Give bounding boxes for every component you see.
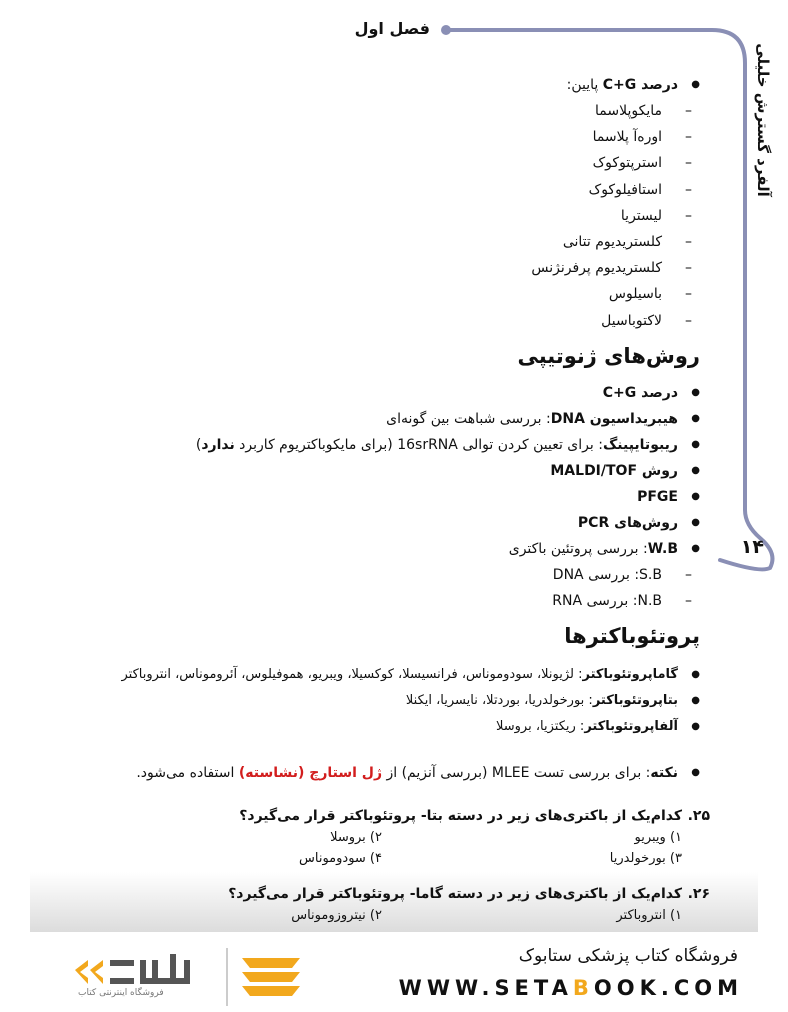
list-item: – کلستریدیوم تتانی xyxy=(531,229,700,255)
list-item: ● W.B: بررسی پروتئین باکتری xyxy=(196,536,700,562)
section-low-gc xyxy=(531,72,700,334)
list-item: – لاکتوباسیل xyxy=(531,308,700,334)
list-item: – استافیلوکوک xyxy=(531,177,700,203)
setabook-logo xyxy=(70,948,320,1008)
list-item: ● هیبریداسیون DNA: بررسی شباهت بین گونه‌ای xyxy=(196,406,700,432)
option: ۲) بروسلا xyxy=(330,830,382,845)
low-gc-organism-list xyxy=(531,98,700,334)
logo-caption: فروشگاه اینترنتی کتاب xyxy=(78,988,164,998)
page-number: ۱۴ xyxy=(740,536,764,558)
section-proteobacteria xyxy=(121,662,700,740)
list-item: ● بتاپروتئوباکتر: بورخولدریا، بوردتلا، نایسریا، ایکنلا xyxy=(121,688,700,714)
list-item: – کلستریدیوم پرفرنژنس xyxy=(531,255,700,281)
list-item: – N.B: بررسی RNA xyxy=(196,588,700,614)
option: ۱) انتروباکتر xyxy=(616,908,682,923)
list-item: – مایکوپلاسما xyxy=(531,98,700,124)
list-item: ● ریبوتایپینگ: برای تعیین کردن توالی 16srRNA (برای مایکوباکتریوم کاربرد ندارد) xyxy=(196,432,700,458)
question-26: ۲۶.کدام‌یک از باکتری‌های زیر در دسته گاما- پروتئوباکتر قرار می‌گیرد؟ ۱) انتروباکتر ۲) نیتروزوموناس xyxy=(50,886,710,923)
option: ۴) سودوموناس xyxy=(299,851,382,866)
author-vertical-label: آلفرد گسترش خلیلی xyxy=(754,43,773,197)
option: ۱) ویبریو xyxy=(634,830,682,845)
list-item: – اوره‌آ پلاسما xyxy=(531,124,700,150)
section-heading-proteobacteria: پروتئوباکترها xyxy=(564,624,700,648)
list-item: ● آلفاپروتئوباکتر: ریکتزیا، بروسلا xyxy=(121,714,700,740)
note-text: ● نکته: برای بررسی تست MLEE (بررسی آنزیم) از ژل استارچ (نشاسته) استفاده می‌شود. xyxy=(136,760,700,786)
section-heading-genotypic: روش‌های ژنوتیپی xyxy=(517,344,700,368)
list-item: ● روش MALDI/TOF xyxy=(196,458,700,484)
list-item: ● گاماپروتئوباکتر: لژیونلا، سودوموناس، فرانسیسلا، کوکسیلا، ویبریو، هموفیلوس، آئروموناس، انتروباکتر xyxy=(121,662,700,688)
note-block xyxy=(136,760,700,786)
list-item: – لیستریا xyxy=(531,203,700,229)
option: ۲) نیتروزوموناس xyxy=(291,908,382,923)
list-item: – باسیلوس xyxy=(531,281,700,307)
list-item: ● روش‌های PCR xyxy=(196,510,700,536)
list-item: ● درصد C+G xyxy=(196,380,700,406)
list-item: – استرپتوکوک xyxy=(531,150,700,176)
question-25: ۲۵.کدام‌یک از باکتری‌های زیر در دسته بتا- پروتئوباکتر قرار می‌گیرد؟ ۱) ویبریو ۲) بروسلا ۳) بورخولدریا ۴) سودوموناس xyxy=(50,808,710,866)
store-url[interactable]: WWW.SETABOOK.COM xyxy=(398,976,743,1000)
store-name: فروشگاه کتاب پزشکی ستابوک xyxy=(518,946,738,966)
chapter-title: فصل اول xyxy=(354,19,430,38)
list-item: ● درصد C+G پایین: xyxy=(531,72,700,98)
section-genotypic-methods xyxy=(196,380,700,614)
list-item: ● PFGE xyxy=(196,484,700,510)
list-item: – S.B: بررسی DNA xyxy=(196,562,700,588)
option: ۳) بورخولدریا xyxy=(609,851,682,866)
